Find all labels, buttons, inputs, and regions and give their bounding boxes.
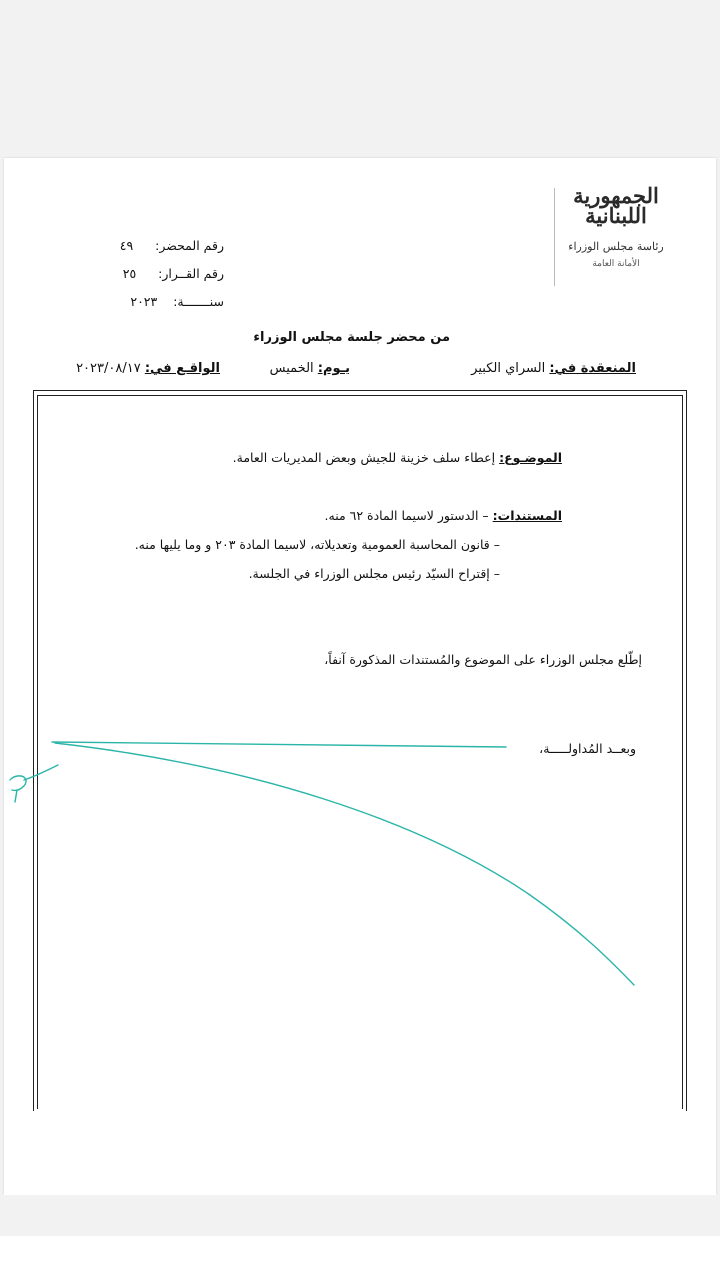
decision-number-label: رقم القــرار: [158,266,224,281]
bottom-card [0,1236,720,1280]
held-at-value: السراي الكبير [471,361,546,376]
logo-divider [554,188,555,286]
subject-text: إعطاء سلف خزينة للجيش وبعض المديريات العامة. [232,450,496,465]
decision-number-row [123,266,224,281]
session-number-value: ٤٩ [119,238,134,253]
logo-line-2: اللبنانية [585,203,647,228]
day-value: الخميس [269,361,314,376]
documents-label: المستندات: [492,508,562,523]
meeting-date [76,361,220,376]
held-at [471,361,636,376]
document-title: من محضر جلسة مجلس الوزراء [253,330,450,345]
government-logo [556,183,676,290]
deliberation-statement: وبعــد المُداولـــــة، [539,741,636,756]
reviewed-statement: إطّلع مجلس الوزراء على الموضوع والمُستندات المذكورة آنفاً، [324,652,642,667]
logo-line-1: الجمهورية [573,183,659,208]
documents-item-3: – إقتراح السيّد رئيس مجلس الوزراء في الجلسة. [248,566,500,581]
held-at-label: المنعقدة في: [549,361,636,376]
documents-item-1: – الدستور لاسيما المادة ٦٢ منه. [324,508,489,523]
year-label: سنـــــــة: [173,294,224,309]
date-label: الواقـع في: [144,361,220,376]
day-label: يـوم: [317,361,350,376]
logo-line-4: الأمانة العامة [592,259,640,269]
subject-label: الموضـوع: [499,450,562,465]
date-value: ٢٠٢٣/٠٨/١٧ [76,361,141,376]
decision-number-value: ٢٥ [122,266,137,281]
year-value: ٢٠٢٣ [130,294,158,309]
year-row [130,294,224,309]
subject-line [233,450,562,465]
session-number-row [120,238,224,253]
top-background-band [0,0,720,158]
logo-line-3: رئاسة مجلس الوزراء [568,240,664,253]
documents-line [325,508,562,523]
meeting-day [270,361,350,376]
session-number-label: رقم المحضر: [155,238,224,253]
documents-item-2: – قانون المحاسبة العمومية وتعديلاته، لاسيما المادة ٢٠٣ و وما يليها منه. [134,537,500,552]
